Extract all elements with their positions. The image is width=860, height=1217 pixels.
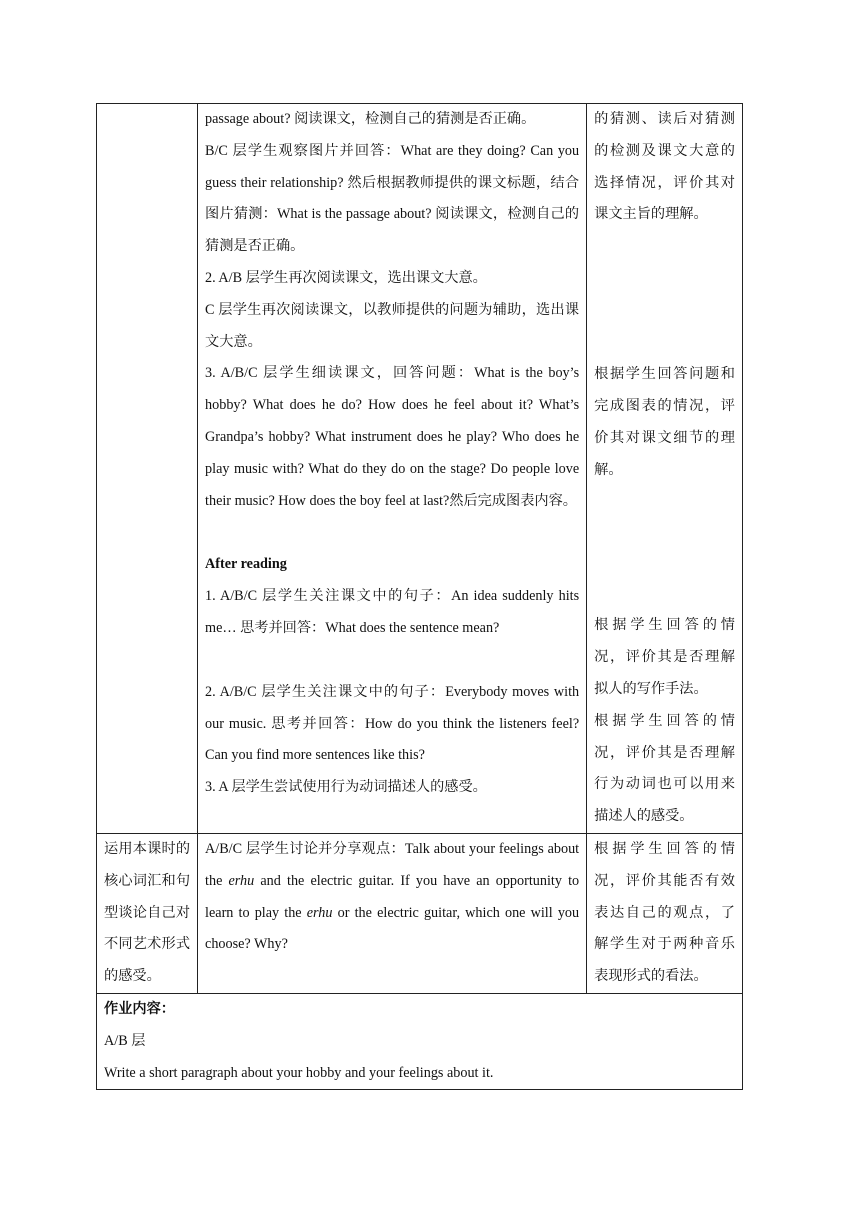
after-reading-heading: After reading bbox=[205, 556, 287, 573]
objective-cell: 运用本课时的核心词汇和句型谈论自己对不同艺术形式的感受。 bbox=[97, 833, 198, 993]
activity-text: or the electric guitar, which one will you choose? Why? bbox=[205, 904, 580, 953]
activity-paragraph: C 层学生再次阅读课文，以教师提供的问题为辅助，选出课文大意。 bbox=[205, 301, 580, 350]
homework-row bbox=[97, 993, 743, 1089]
activity-cell bbox=[198, 104, 587, 834]
activity-paragraph: passage about? 阅读课文，检测自己的猜测是否正确。 bbox=[205, 111, 536, 127]
homework-cell bbox=[97, 993, 743, 1089]
homework-heading: 作业内容： bbox=[104, 1000, 175, 1017]
lesson-plan-table bbox=[96, 103, 743, 1090]
activity-paragraph bbox=[205, 834, 579, 961]
table-row bbox=[97, 104, 743, 834]
activity-text: A/B/C 层学生讨论并分享观点：Talk about your feelings about the bbox=[205, 840, 580, 889]
activity-paragraph: 2. A/B 层学生再次阅读课文，选出课文大意。 bbox=[205, 269, 487, 286]
assessment-text: 根据学生回答的情况，评价其是否理解行为动词也可以用来描述人的感受。 bbox=[594, 712, 735, 825]
assessment-text: 的猜测、读后对猜测的检测及课文大意的选择情况，评价其对课文主旨的理解。 bbox=[594, 111, 735, 223]
homework-level: A/B 层 bbox=[104, 1032, 146, 1049]
activity-paragraph: B/C 层学生观察图片并回答：What are they doing? Can you guess their relationship? 然后根据教师提供的课文标题，结合图片猜测：What is the passage about? 阅读课文，检测自己的猜测是否正确。 bbox=[205, 142, 580, 255]
activity-text: and the electric guitar. If you have an opportunity to learn to play the bbox=[205, 872, 580, 921]
activity-paragraph: 3. A/B/C 层学生细读课文，回答问题：What is the boy’s hobby? What does he do? How does he feel about it? What’s Grandpa’s hobby? What instrument does he play? Who does he play music with? What do they do on the stage? Do people love their music? How does the boy feel at last?然后完成图表内容。 bbox=[205, 365, 580, 509]
homework-task: Write a short paragraph about your hobby and your feelings about it. bbox=[104, 1064, 494, 1081]
erhu-italic: erhu bbox=[228, 872, 255, 889]
activity-paragraph: 2. A/B/C 层学生关注课文中的句子：Everybody moves with our music. 思考并回答：How do you think the listeners feel? Can you find more sentences like this? bbox=[205, 683, 580, 764]
assessment-cell bbox=[587, 104, 743, 834]
table-row bbox=[97, 833, 743, 993]
erhu-italic: erhu bbox=[306, 904, 333, 921]
activity-paragraph: 3. A 层学生尝试使用行为动词描述人的感受。 bbox=[205, 779, 487, 796]
objective-cell-empty bbox=[97, 104, 198, 834]
assessment-text: 根据学生回答问题和完成图表的情况，评价其对课文细节的理解。 bbox=[594, 366, 735, 478]
activity-paragraph: 1. A/B/C 层学生关注课文中的句子：An idea suddenly hits me… 思考并回答：What does the sentence mean? bbox=[205, 588, 580, 636]
activity-cell bbox=[198, 833, 587, 993]
assessment-cell: 根据学生回答的情况，评价其能否有效表达自己的观点，了解学生对于两种音乐表现形式的看法。 bbox=[587, 833, 743, 993]
assessment-text: 根据学生回答的情况，评价其是否理解拟人的写作手法。 bbox=[594, 617, 735, 697]
